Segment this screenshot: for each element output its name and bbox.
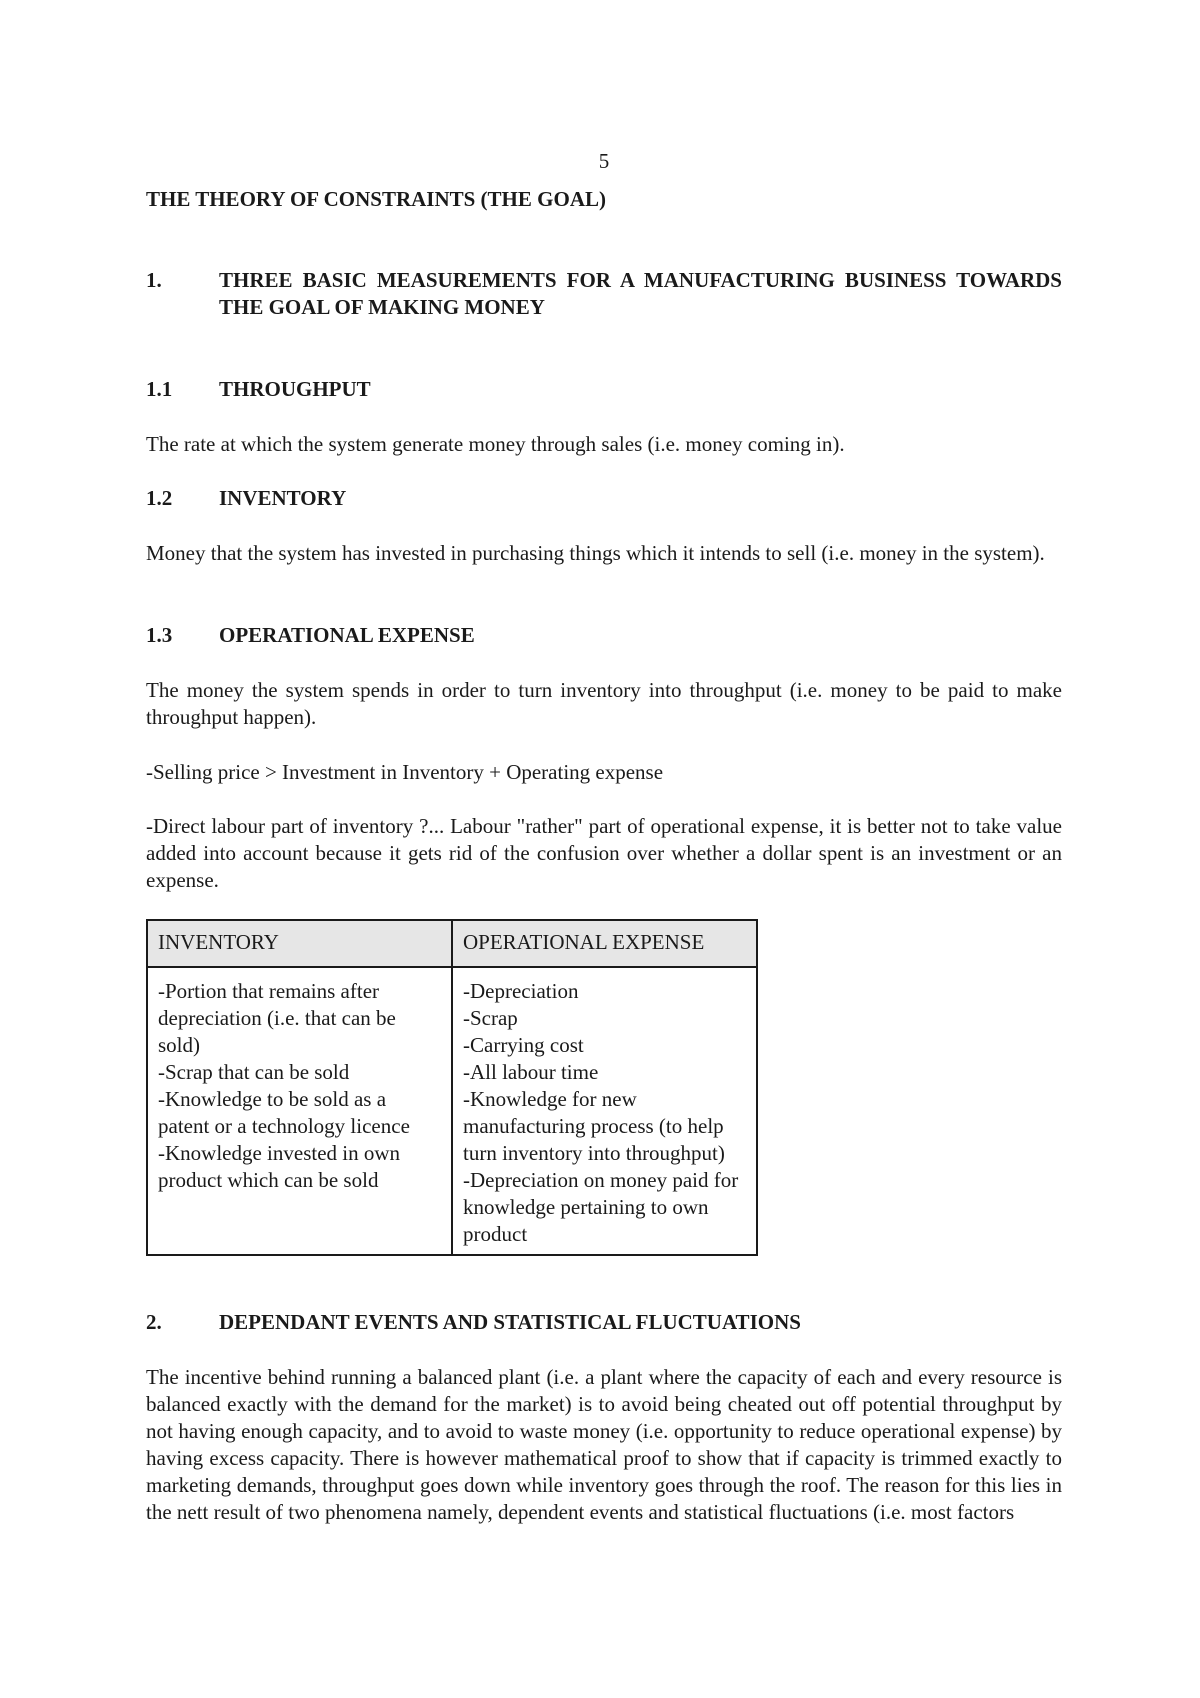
- section-2-title: DEPENDANT EVENTS AND STATISTICAL FLUCTUATIONS: [219, 1310, 801, 1334]
- document-title: THE THEORY OF CONSTRAINTS (THE GOAL): [146, 187, 606, 211]
- subsection-1-2-number: 1.2: [146, 486, 173, 510]
- operational-expense-definition: The money the system spends in order to turn inventory into throughput (i.e. money to be paid to make throughput happen).: [146, 678, 1062, 729]
- throughput-definition: The rate at which the system generate money through sales (i.e. money coming in).: [146, 432, 845, 456]
- operational-expense-items-cell: [452, 967, 757, 1255]
- inventory-vs-expense-table: [146, 919, 758, 1256]
- table-header-row: [147, 920, 757, 967]
- list-item: -Depreciation on money paid for knowledge pertaining to own product: [463, 1168, 739, 1246]
- list-item: -Scrap: [463, 1006, 518, 1030]
- subsection-1-3-heading: [146, 622, 1062, 649]
- list-item: -Carrying cost: [463, 1033, 584, 1057]
- subsection-1-3-title: OPERATIONAL EXPENSE: [219, 623, 475, 647]
- table-row: [147, 967, 757, 1255]
- subsection-1-2-heading: [146, 485, 1062, 512]
- section-1-title: THREE BASIC MEASUREMENTS FOR A MANUFACTURING BUSINESS TOWARDS THE GOAL OF MAKING MONEY: [219, 268, 1062, 319]
- list-item: -Portion that remains after depreciation (i.e. that can be sold): [158, 979, 396, 1057]
- list-item: -Knowledge for new manufacturing process (to help turn inventory into throughput): [463, 1087, 725, 1165]
- subsection-1-3-number: 1.3: [146, 623, 173, 647]
- inventory-items-cell: [147, 967, 452, 1255]
- section-2-number: 2.: [146, 1310, 162, 1334]
- section-1-number: 1.: [146, 268, 162, 292]
- section-2-body: The incentive behind running a balanced plant (i.e. a plant where the capacity of each and every resource is balanced exactly with the demand for the market) is to avoid being cheated out off potential throughput by not having enough capacity, and to avoid to waste money (i.e. opportunity to reduce operational expense) by having excess capacity. There is however mathematical proof to show that if capacity is trimmed exactly to marketing demands, throughput goes down while inventory goes through the roof. The reason for this lies in the nett result of two phenomena namely, dependent events and statistical fluctuations (i.e. most factors: [146, 1365, 1062, 1524]
- direct-labour-note: -Direct labour part of inventory ?... Labour "rather" part of operational expense, it is better not to take value added into account because it gets rid of the confusion over whether a dollar spent is an investment or an expense.: [146, 814, 1062, 892]
- inventory-definition: Money that the system has invested in purchasing things which it intends to sell (i.e. money in the system).: [146, 541, 1045, 565]
- table-header-operational-expense: OPERATIONAL EXPENSE: [452, 920, 757, 967]
- selling-price-note: -Selling price > Investment in Inventory + Operating expense: [146, 760, 664, 784]
- section-2-heading: [146, 1309, 1062, 1336]
- table-header-inventory: INVENTORY: [147, 920, 452, 967]
- list-item: -All labour time: [463, 1060, 599, 1084]
- list-item: -Scrap that can be sold: [158, 1060, 350, 1084]
- section-1-heading: [146, 267, 1062, 321]
- subsection-1-1-title: THROUGHPUT: [219, 377, 371, 401]
- list-item: -Knowledge to be sold as a patent or a technology licence: [158, 1087, 410, 1138]
- subsection-1-1-heading: [146, 376, 1062, 403]
- list-item: -Depreciation: [463, 979, 579, 1003]
- list-item: -Knowledge invested in own product which can be sold: [158, 1141, 401, 1192]
- subsection-1-1-number: 1.1: [146, 377, 173, 401]
- subsection-1-2-title: INVENTORY: [219, 486, 347, 510]
- page-number: 5: [598, 149, 610, 173]
